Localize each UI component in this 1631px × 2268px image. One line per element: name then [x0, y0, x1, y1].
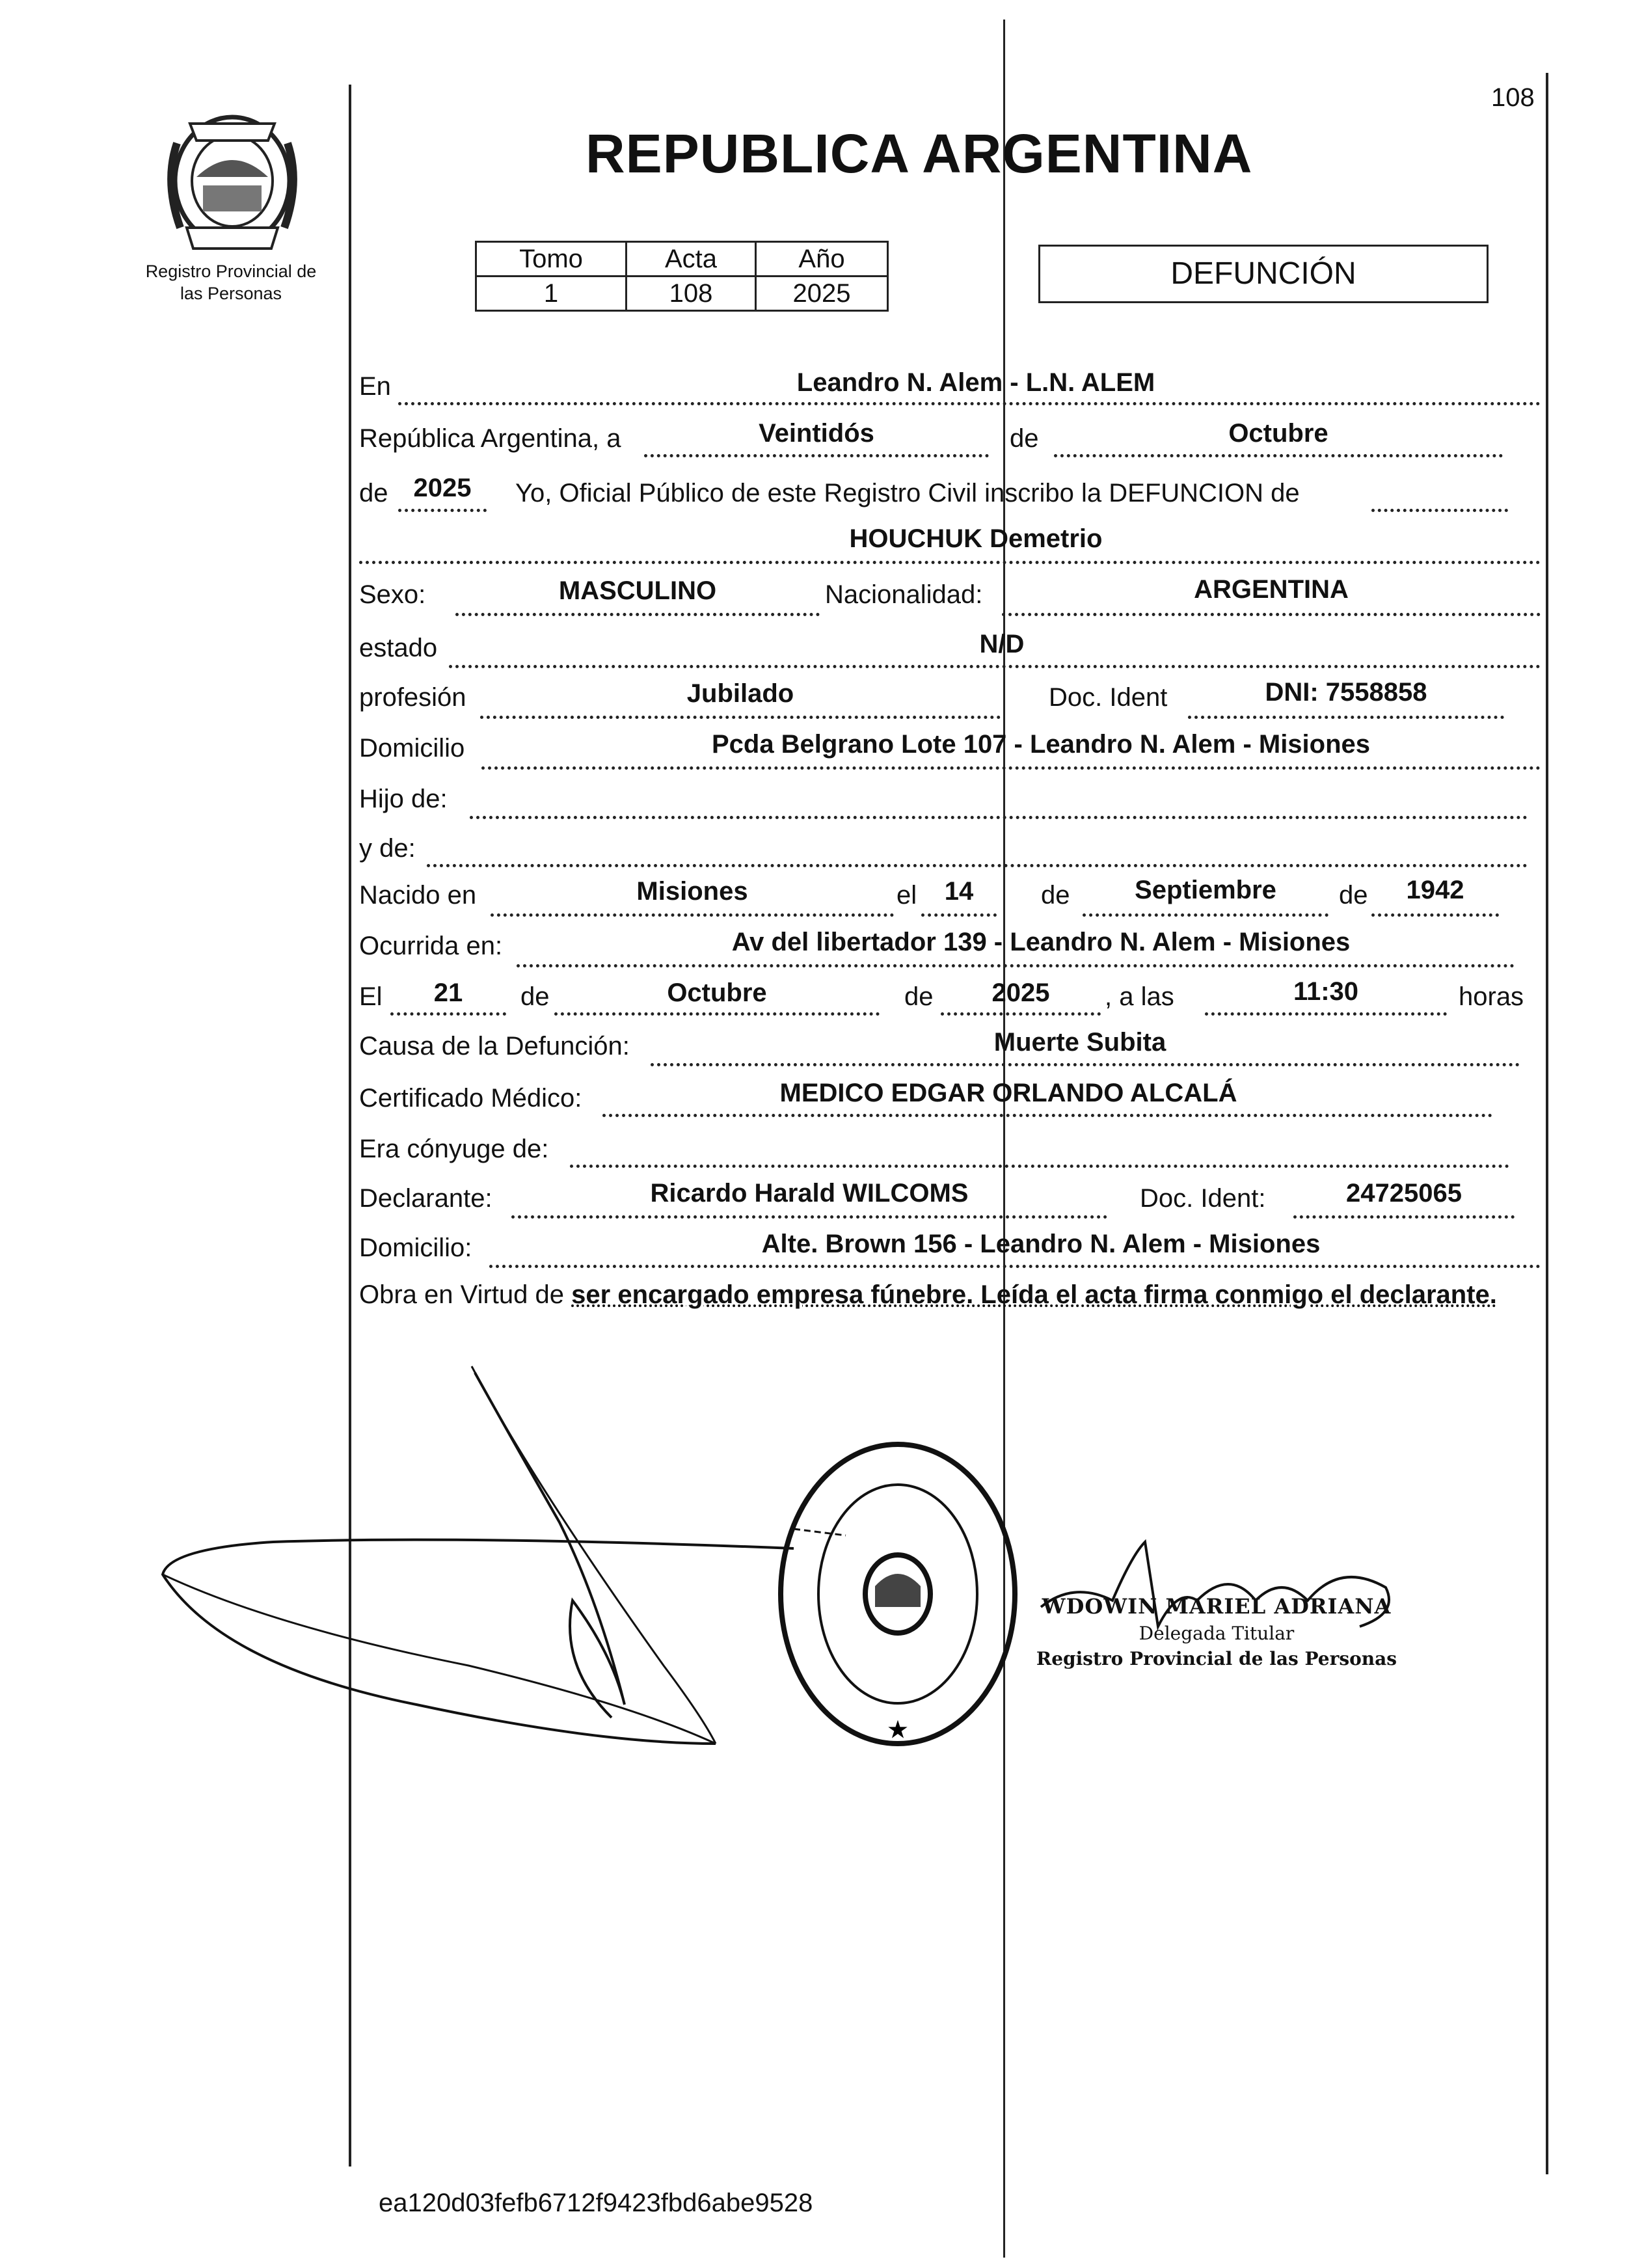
causa-line: [651, 1063, 1520, 1066]
decl-doc-label: Doc. Ident:: [1140, 1184, 1266, 1213]
nacionalidad-label: Nacionalidad:: [825, 580, 983, 609]
month-de-label: de: [1010, 424, 1039, 453]
document-title: REPUBLICA ARGENTINA: [586, 123, 1253, 184]
declarante-value: Ricardo Harald WILCOMS: [650, 1179, 969, 1208]
ocurrida-value: Av del libertador 139 - Leandro N. Alem - Misiones: [731, 928, 1351, 956]
anio-header: Año: [756, 242, 888, 277]
causa-label: Causa de la Defunción:: [359, 1032, 630, 1060]
decl-domicilio-value: Alte. Brown 156 - Leandro N. Alem - Misiones: [761, 1230, 1321, 1258]
declarante-line: [511, 1215, 1107, 1219]
estado-value: N/D: [979, 630, 1025, 658]
estado-label: estado: [359, 634, 438, 662]
decl-doc-value: 24725065: [1346, 1179, 1462, 1208]
closing-paragraph: [359, 1276, 1537, 1313]
month-line: [1054, 454, 1503, 457]
birth-de1-label: de: [1041, 881, 1070, 910]
year-de-label: de: [359, 479, 388, 507]
birth-day-value: 14: [944, 877, 974, 906]
causa-value: Muerte Subita: [993, 1028, 1166, 1057]
doc-ident-line: [1188, 716, 1504, 719]
hijo-line: [470, 816, 1528, 819]
declarante-label: Declarante:: [359, 1184, 492, 1213]
decl-doc-line: [1293, 1215, 1515, 1219]
y-de-label: y de:: [359, 834, 416, 863]
delegate-office: Registro Provincial de las Personas: [1036, 1648, 1397, 1669]
death-el-label: El: [359, 982, 383, 1011]
center-fold-line: [1003, 20, 1005, 2258]
deceased-name: HOUCHUK Demetrio: [849, 524, 1103, 553]
death-de1-label: de: [520, 982, 550, 1011]
death-year-value: 2025: [991, 979, 1050, 1007]
sexo-value: MASCULINO: [558, 576, 717, 605]
registry-stamp-icon: [768, 1431, 1028, 1757]
year-value: 2025: [413, 474, 472, 502]
name-line: [359, 561, 1541, 564]
profesion-line: [480, 716, 1001, 719]
domicilio-label: Domicilio: [359, 734, 465, 763]
death-day-value: 21: [433, 979, 463, 1007]
birth-de2-label: de: [1339, 881, 1368, 910]
death-de2-label: de: [904, 982, 934, 1011]
year-line: [398, 509, 487, 512]
nacionalidad-line: [1002, 613, 1541, 616]
record-type-box: DEFUNCIÓN: [1038, 245, 1489, 303]
nacido-line: [491, 913, 894, 917]
republica-label: República Argentina, a: [359, 424, 621, 453]
birth-day-line: [921, 913, 997, 917]
certificado-line: [602, 1114, 1492, 1117]
birth-el-label: el: [896, 881, 917, 910]
right-margin-rule: [1546, 73, 1548, 2174]
nacido-label: Nacido en: [359, 881, 477, 910]
death-time-line: [1205, 1012, 1447, 1016]
certificado-value: MEDICO EDGAR ORLANDO ALCALÁ: [779, 1079, 1237, 1107]
anio-value: 2025: [756, 277, 888, 311]
sexo-label: Sexo:: [359, 580, 426, 609]
delegate-block: [1034, 1594, 1399, 1669]
tomo-value: 1: [476, 277, 627, 311]
death-year-line: [941, 1012, 1101, 1016]
a-las-label: , a las: [1105, 982, 1174, 1011]
document-hash: ea120d03fefb6712f9423fbd6abe9528: [379, 2189, 813, 2217]
decl-domicilio-label: Domicilio:: [359, 1234, 472, 1262]
en-label: En: [359, 372, 391, 401]
profesion-value: Jubilado: [686, 679, 794, 708]
day-words-value: Veintidós: [759, 419, 874, 448]
nacionalidad-value: ARGENTINA: [1194, 575, 1349, 604]
decl-domicilio-line: [489, 1265, 1541, 1268]
birth-year-value: 1942: [1406, 876, 1464, 904]
en-line: [398, 402, 1541, 405]
doc-ident-label: Doc. Ident: [1049, 683, 1168, 712]
en-value: Leandro N. Alem - L.N. ALEM: [796, 368, 1155, 397]
ocurrida-label: Ocurrida en:: [359, 932, 503, 960]
profesion-label: profesión: [359, 683, 466, 712]
acta-header: Acta: [627, 242, 756, 277]
ocurrida-line: [517, 964, 1515, 967]
birth-month-line: [1083, 913, 1328, 917]
sexo-line: [455, 613, 820, 616]
registry-label: Registro Provincial de las Personas: [145, 262, 317, 303]
nacido-value: Misiones: [636, 877, 748, 906]
estado-line: [449, 665, 1541, 668]
acta-value: 108: [627, 277, 756, 311]
domicilio-value: Pcda Belgrano Lote 107 - Leandro N. Alem - Misiones: [711, 730, 1371, 759]
declarant-signature-icon: [143, 1353, 794, 1757]
delegate-role: Delegada Titular: [1139, 1623, 1295, 1644]
delegate-name: WDOWIN MARIEL ADRIANA: [1042, 1594, 1392, 1619]
conyuge-label: Era cónyuge de:: [359, 1135, 549, 1163]
obra-label: Obra en Virtud de: [359, 1280, 565, 1309]
y-de-line: [427, 864, 1528, 867]
birth-month-value: Septiembre: [1135, 876, 1276, 904]
death-time-value: 11:30: [1293, 977, 1359, 1006]
day-line: [644, 454, 989, 457]
record-reference-table: [475, 241, 889, 312]
intro-line: [1371, 509, 1508, 512]
domicilio-line: [481, 766, 1541, 770]
death-month-value: Octubre: [667, 979, 767, 1007]
page-number: 108: [1491, 83, 1535, 112]
doc-ident-value: DNI: 7558858: [1265, 678, 1427, 707]
death-day-line: [390, 1012, 506, 1016]
misiones-seal-icon: [151, 104, 314, 260]
intro-text: Yo, Oficial Público de este Registro Civil inscribo la DEFUNCION de: [515, 479, 1300, 507]
obra-value: ser encargado empresa fúnebre. Leída el acta firma conmigo el declarante.: [571, 1280, 1497, 1309]
svg-text:★: ★: [887, 1718, 908, 1742]
hijo-label: Hijo de:: [359, 785, 448, 813]
tomo-header: Tomo: [476, 242, 627, 277]
certificado-label: Certificado Médico:: [359, 1084, 582, 1113]
birth-year-line: [1371, 913, 1499, 917]
month-value: Octubre: [1228, 419, 1328, 448]
horas-label: horas: [1459, 982, 1524, 1011]
conyuge-line: [570, 1165, 1509, 1168]
left-margin-rule: [349, 85, 351, 2167]
death-month-line: [554, 1012, 880, 1016]
